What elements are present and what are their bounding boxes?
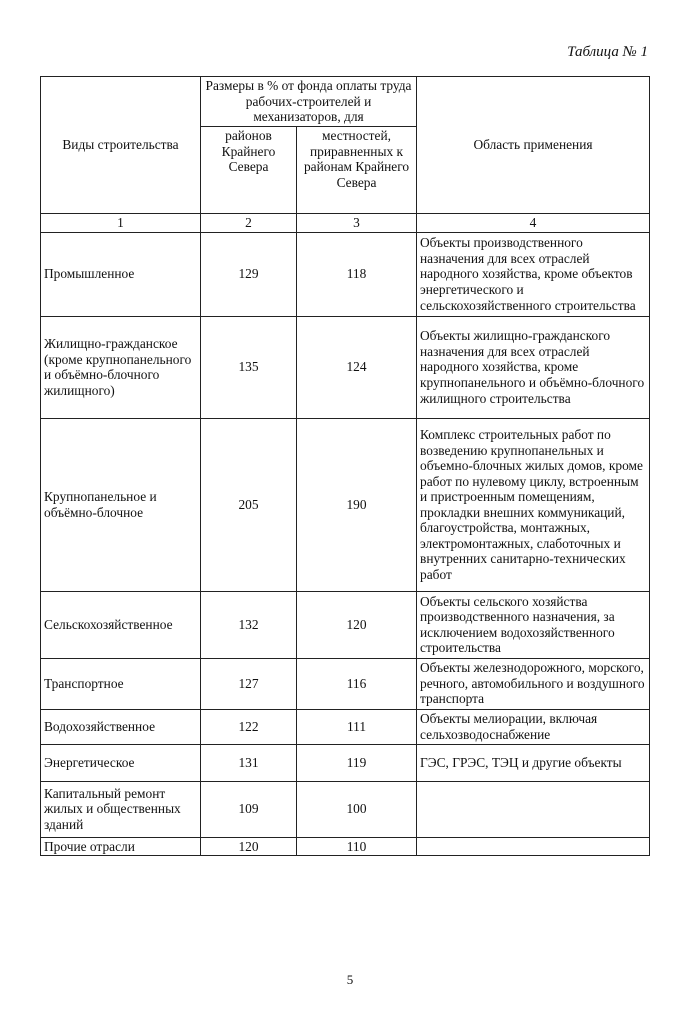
row-equiv: 119	[297, 744, 417, 781]
row-area: Объекты жилищно-гражданского назначения для всех отраслей народного хозяйства, кроме крупнопанельного и объёмно-блочного жилищного строительства	[417, 316, 650, 418]
row-area	[417, 837, 650, 856]
row-type: Водохозяйственное	[41, 709, 201, 744]
row-type: Крупнопанельное и объёмно-блочное	[41, 418, 201, 591]
row-type: Промышленное	[41, 232, 201, 316]
row-area: Объекты производственного назначения для всех отраслей народного хозяйства, кроме объектов энергетического и сельскохозяйственного строительства	[417, 232, 650, 316]
row-type: Капитальный ремонт жилых и общественных зданий	[41, 781, 201, 837]
row-type: Энергетическое	[41, 744, 201, 781]
row-type: Жилищно-гражданское (кроме крупнопанельного и объёмно-блочного жилищного)	[41, 316, 201, 418]
row-area: Объекты железнодорожного, морского, речного, автомобильного и воздушного транспорта	[417, 658, 650, 709]
column-number-row	[41, 214, 650, 233]
page-number: 5	[346, 972, 354, 987]
header-equiv: местностей, приравненных к районам Крайнего Севера	[297, 127, 417, 214]
table-caption: Таблица № 1	[567, 44, 648, 60]
row-north: 132	[201, 591, 297, 658]
table-row	[41, 658, 650, 709]
table-row	[41, 837, 650, 856]
row-north: 135	[201, 316, 297, 418]
table-row	[41, 418, 650, 591]
row-area: Комплекс строительных работ по возведению крупнопанельных и объемно-блочных жилых домов, кроме работ по нулевому циклу, встроенным и пристроенным помещениям, прокладки внешних коммуникаций, благоустройства, монтажных, электромонтажных, слаботочных и внутренних санитарно-технических работ	[417, 418, 650, 591]
row-north: 127	[201, 658, 297, 709]
row-type: Прочие отрасли	[41, 837, 201, 856]
header-row-top	[41, 77, 650, 127]
row-equiv: 110	[297, 837, 417, 856]
row-north: 109	[201, 781, 297, 837]
col-number-3: 3	[297, 214, 417, 233]
row-north: 122	[201, 709, 297, 744]
row-equiv: 100	[297, 781, 417, 837]
row-area: Объекты сельского хозяйства производственного назначения, за исключением водохозяйственного строительства	[417, 591, 650, 658]
row-type: Сельскохозяйственное	[41, 591, 201, 658]
rates-table	[40, 76, 650, 856]
header-area: Область применения	[417, 77, 650, 214]
header-group: Размеры в % от фонда оплаты труда рабочих-строителей и механизаторов, для	[201, 77, 417, 127]
table-row	[41, 316, 650, 418]
row-type: Транспортное	[41, 658, 201, 709]
table-row	[41, 744, 650, 781]
row-equiv: 124	[297, 316, 417, 418]
row-north: 205	[201, 418, 297, 591]
col-number-4: 4	[417, 214, 650, 233]
table-row	[41, 781, 650, 837]
row-equiv: 120	[297, 591, 417, 658]
row-equiv: 111	[297, 709, 417, 744]
col-number-2: 2	[201, 214, 297, 233]
row-area: Объекты мелиорации, включая сельхозводоснабжение	[417, 709, 650, 744]
table-row	[41, 591, 650, 658]
header-type: Виды строительства	[41, 77, 201, 214]
table-row	[41, 232, 650, 316]
row-north: 129	[201, 232, 297, 316]
header-north: районов Крайнего Севера	[201, 127, 297, 214]
row-north: 131	[201, 744, 297, 781]
row-equiv: 118	[297, 232, 417, 316]
table-row	[41, 709, 650, 744]
row-north: 120	[201, 837, 297, 856]
row-area: ГЭС, ГРЭС, ТЭЦ и другие объекты	[417, 744, 650, 781]
row-equiv: 116	[297, 658, 417, 709]
row-area	[417, 781, 650, 837]
col-number-1: 1	[41, 214, 201, 233]
row-equiv: 190	[297, 418, 417, 591]
